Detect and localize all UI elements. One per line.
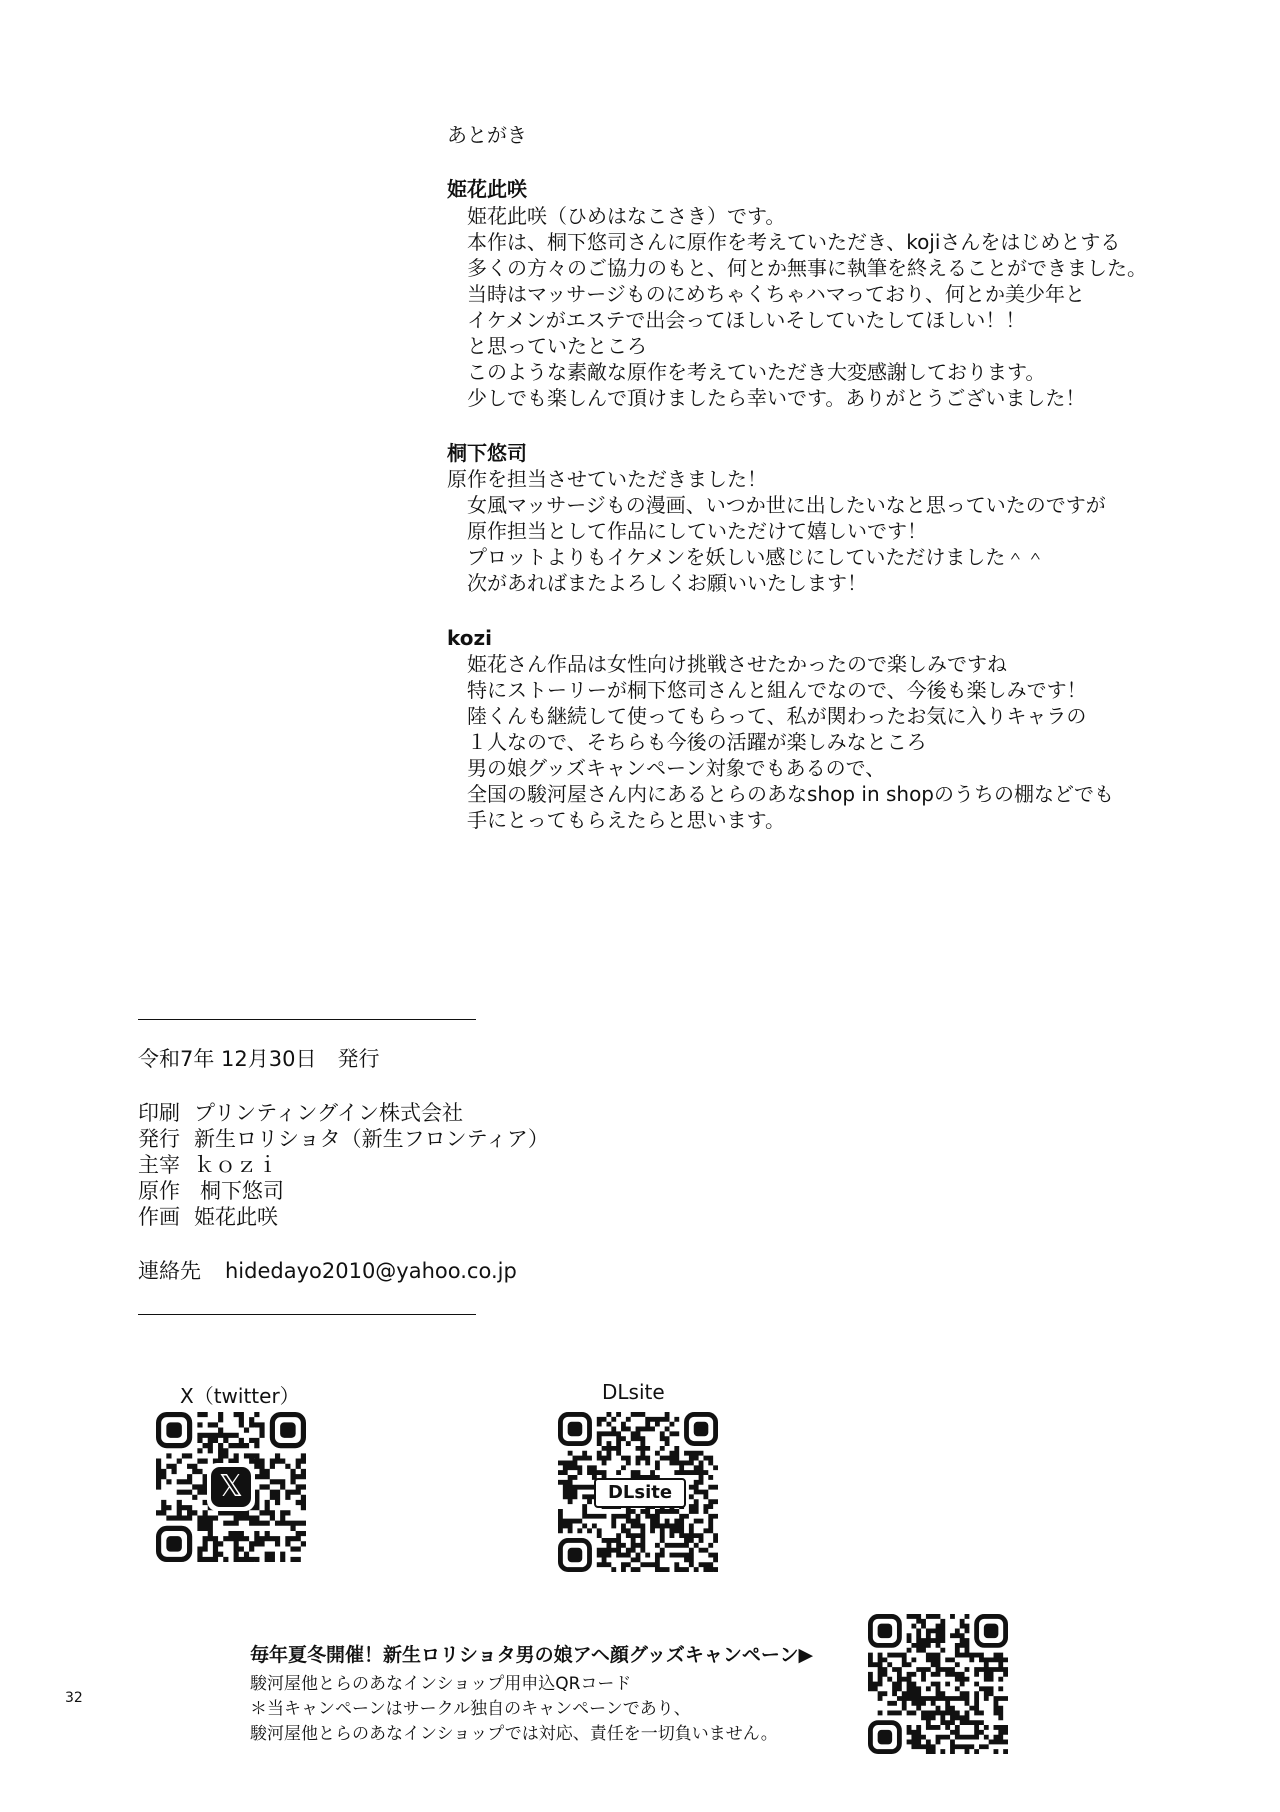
afterword-line: 原作を担当させていただきました！	[447, 467, 767, 491]
colophon-bottom-rule	[138, 1314, 476, 1315]
afterword-line: １人なので、そちらも今後の活躍が楽しみなところ	[467, 730, 927, 754]
colophon-row	[138, 1204, 278, 1230]
qr-code-pattern	[868, 1614, 1008, 1754]
colophon-value: 新生ロリショタ（新生フロンティア）	[194, 1127, 549, 1151]
afterword-line: 手にとってもらえたらと思います。	[467, 808, 785, 832]
afterword-line: 当時はマッサージものにめちゃくちゃハマっており、何とか美少年と	[467, 282, 1085, 306]
afterword-line: 原作担当として作品にしていただけて嬉しいです！	[467, 519, 927, 543]
colophon-row	[138, 1100, 463, 1126]
issue-date: 令和7年 12月30日 発行	[138, 1047, 380, 1071]
colophon-value: ｋｏｚｉ	[194, 1153, 278, 1177]
campaign-note: 駿河屋他とらのあなインショップでは対応、責任を一切負いません。	[250, 1724, 778, 1744]
colophon-label: 作画	[138, 1205, 180, 1229]
colophon-row	[138, 1178, 284, 1204]
x-logo-icon: 𝕏	[207, 1463, 255, 1511]
colophon-value: 桐下悠司	[200, 1179, 284, 1203]
afterword-line: 多くの方々のご協力のもと、何とか無事に執筆を終えることができました。	[467, 256, 1147, 280]
afterword-line: 特にストーリーが桐下悠司さんと組んでなので、今後も楽しみです！	[467, 678, 1087, 702]
colophon-value: 姫花此咲	[194, 1205, 278, 1229]
afterword-heading: あとがき	[447, 123, 527, 147]
afterword-line: 少しでも楽しんで頂けましたら幸いです。ありがとうございました！	[467, 386, 1086, 410]
afterword-line: 全国の駿河屋さん内にあるとらのあなshop in shopのうちの棚などでも	[467, 782, 1115, 806]
section-author: 姫花此咲	[447, 177, 527, 201]
colophon-value: プリンティングイン株式会社	[194, 1101, 464, 1125]
afterword-line: 男の娘グッズキャンペーン対象でもあるので、	[467, 756, 886, 780]
colophon-label: 原作	[138, 1179, 180, 1203]
afterword-line: 次があればまたよろしくお願いいたします！	[467, 571, 867, 595]
contact-email[interactable]: hidedayo2010@yahoo.co.jp	[225, 1259, 517, 1283]
afterword-line: 姫花さん作品は女性向け挑戦させたかったので楽しみですね	[467, 652, 1007, 676]
afterword-line: 女風マッサージもの漫画、いつか世に出したいなと思っていたのですが	[467, 493, 1106, 517]
afterword-line: 本作は、桐下悠司さんに原作を考えていただき、kojiさんをはじめとする	[467, 230, 1121, 254]
dlsite-qr-label: DLsite	[602, 1380, 665, 1404]
colophon-label: 印刷	[138, 1101, 180, 1125]
afterword-line: 陸くんも継続して使ってもらって、私が関わったお気に入りキャラの	[467, 704, 1087, 728]
contact	[138, 1258, 517, 1284]
campaign-title: 毎年夏冬開催！新生ロリショタ男の娘アヘ顔グッズキャンペーン▶	[250, 1644, 814, 1666]
dlsite-logo-icon: DLsite	[594, 1478, 686, 1508]
campaign-note: ＊当キャンペーンはサークル独自のキャンペーンであり、	[250, 1699, 691, 1719]
colophon-top-rule	[138, 1019, 476, 1020]
campaign-block	[250, 1640, 813, 1744]
contact-label: 連絡先	[138, 1259, 201, 1283]
dlsite-qr-code[interactable]	[558, 1412, 718, 1572]
afterword-line: イケメンがエステで出会ってほしいそしていたしてほしい！！	[467, 308, 1026, 332]
section-author: 桐下悠司	[447, 441, 527, 465]
afterword-line: プロットよりもイケメンを妖しい感じにしていただけました＾＾	[467, 545, 1046, 569]
afterword-line: このような素敵な原作を考えていただき大変感謝しております。	[467, 360, 1046, 384]
section-author: kozi	[447, 626, 492, 650]
colophon-row	[138, 1126, 549, 1152]
colophon-label: 発行	[138, 1127, 180, 1151]
campaign-line: 駿河屋他とらのあなインショップ用申込QRコード	[250, 1674, 632, 1694]
campaign-qr-code[interactable]	[868, 1614, 1008, 1754]
afterword-line: と思っていたところ	[467, 334, 647, 358]
twitter-qr-label: X（twitter）	[180, 1384, 300, 1408]
afterword-line: 姫花此咲（ひめはなこさき）です。	[467, 204, 786, 228]
twitter-qr-code[interactable]	[156, 1412, 306, 1562]
colophon-row	[138, 1152, 278, 1178]
colophon-label: 主宰	[138, 1153, 180, 1177]
page-number: 32	[65, 1690, 83, 1706]
